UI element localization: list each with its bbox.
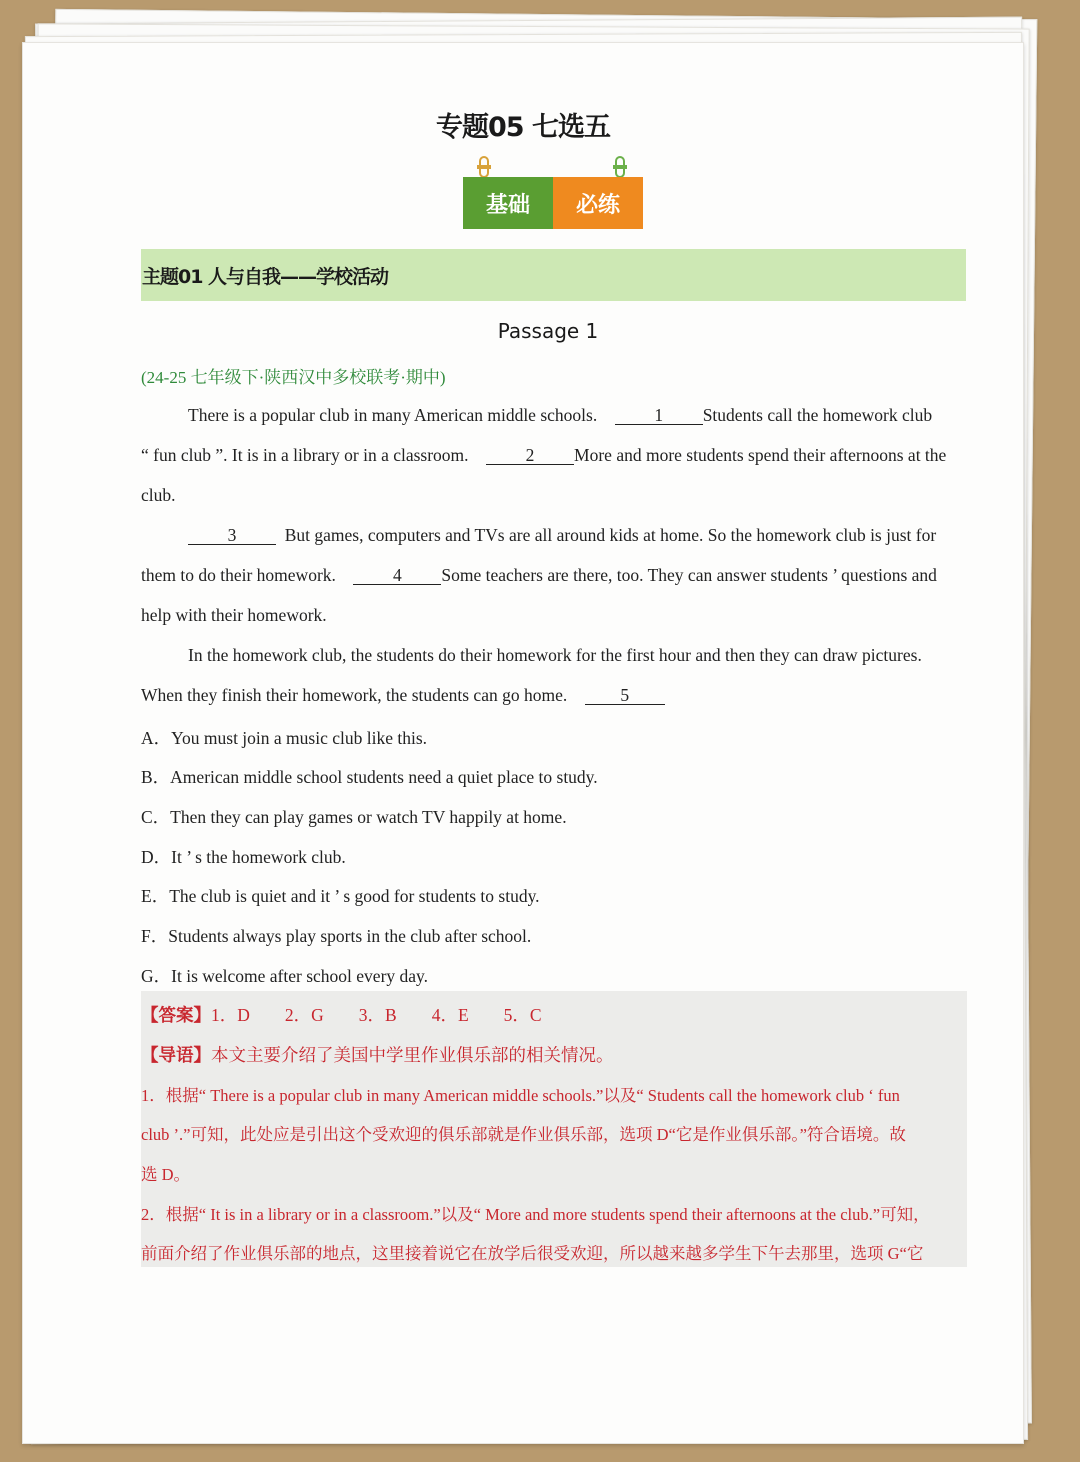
page-title: 专题05 七选五 bbox=[436, 112, 610, 143]
theme-title: 主题01 人与自我——学校活动 bbox=[142, 265, 389, 288]
option-item: F．Students always play sports in the club after school. bbox=[141, 926, 532, 946]
passage-line: help with their homework. bbox=[141, 605, 327, 625]
explanation-line: club ’.”可知，此处应是引出这个受欢迎的俱乐部就是作业俱乐部，选项 D“它是作业俱乐部。”符合语境。故 bbox=[141, 1125, 906, 1144]
option-item: E．The club is quiet and it ’ s good for students to study. bbox=[141, 886, 540, 906]
option-item: C．Then they can play games or watch TV happily at home. bbox=[141, 807, 567, 827]
answer-blank: 5 bbox=[585, 686, 665, 705]
answer-blank: 4 bbox=[353, 566, 441, 585]
answer-blank: 1 bbox=[615, 406, 703, 425]
explanation-line: 1．根据“ There is a popular club in many American middle schools.”以及“ Students call the homework club ‘ fun bbox=[141, 1086, 900, 1105]
option-item: G．It is welcome after school every day. bbox=[141, 966, 429, 986]
theme-banner bbox=[141, 249, 966, 301]
answer-key: 【答案】1．D 2．G 3．B 4．E 5．C bbox=[141, 1005, 542, 1025]
answer-blank: 3 bbox=[188, 526, 276, 545]
guide-text: 【导语】本文主要介绍了美国中学里作业俱乐部的相关情况。 bbox=[141, 1045, 614, 1065]
worksheet-page bbox=[22, 42, 1024, 1444]
passage-line: them to do their homework. 4 Some teachers are there, too. They can answer students ’ questions and bbox=[141, 565, 937, 585]
badge-right: 必练 bbox=[553, 177, 643, 229]
passage-line: There is a popular club in many American middle schools. 1 Students call the homework club bbox=[188, 405, 933, 425]
explanation-line: 2．根据“ It is in a library or in a classroom.”以及“ More and more students spend their afternoons at the club.”可知， bbox=[141, 1205, 930, 1224]
passage-line: club. bbox=[141, 485, 176, 505]
passage-label: Passage 1 bbox=[497, 319, 599, 343]
passage-line: When they finish their homework, the students can go home. 5 bbox=[141, 685, 665, 706]
passage-line: 3 But games, computers and TVs are all around kids at home. So the homework club is just for bbox=[188, 525, 936, 546]
option-item: D．It ’ s the homework club. bbox=[141, 847, 346, 867]
option-item: A．You must join a music club like this. bbox=[141, 728, 428, 748]
badge-left: 基础 bbox=[463, 177, 553, 229]
passage-line: In the homework club, the students do their homework for the first hour and then they can draw pictures. bbox=[188, 645, 922, 665]
source-note: (24-25 七年级下·陕西汉中多校联考·期中) bbox=[141, 368, 446, 387]
explanation-line: 选 D。 bbox=[141, 1165, 191, 1184]
level-badge bbox=[463, 177, 643, 229]
passage-line: “ fun club ”. It is in a library or in a classroom. 2 More and more students spend their afternoons at the bbox=[141, 445, 947, 465]
option-item: B．American middle school students need a quiet place to study. bbox=[141, 767, 598, 787]
explanation-line: 前面介绍了作业俱乐部的地点，这里接着说它在放学后很受欢迎，所以越来越多学生下午去那里，选项 G“它 bbox=[141, 1244, 924, 1263]
answer-blank: 2 bbox=[486, 446, 574, 465]
